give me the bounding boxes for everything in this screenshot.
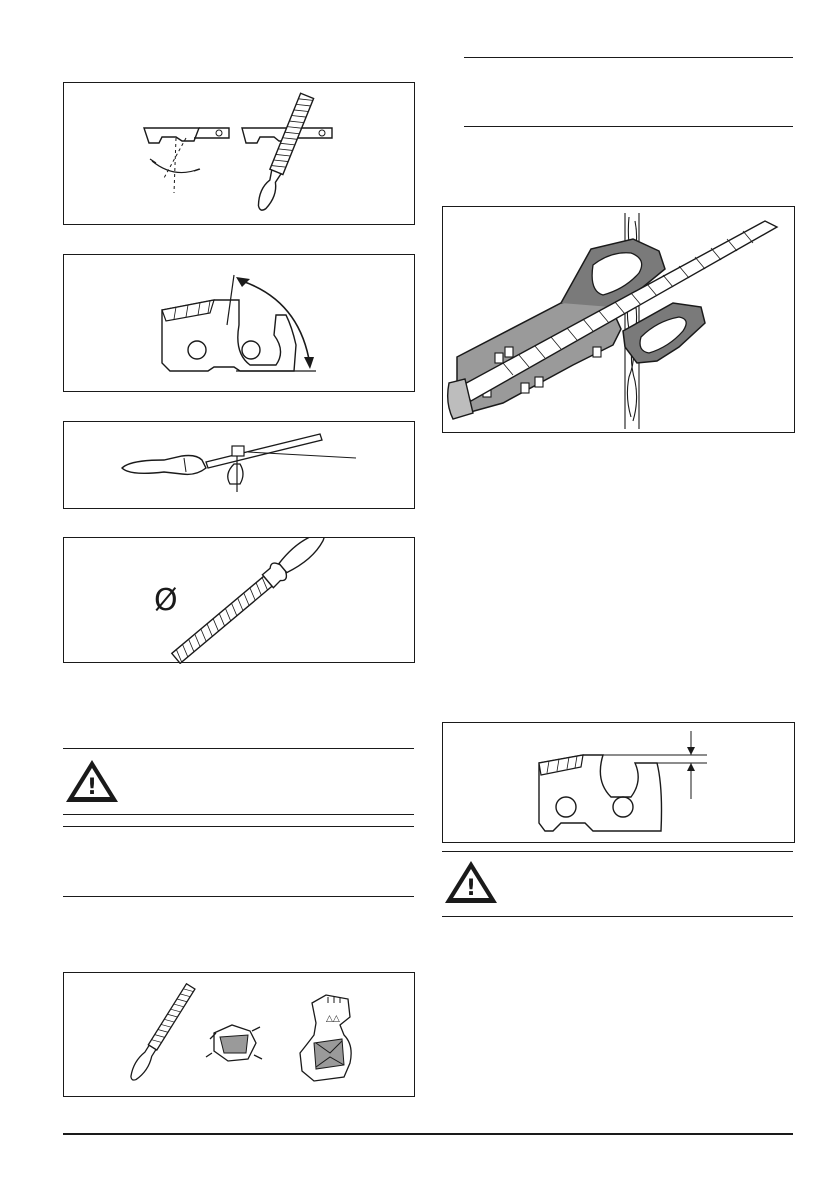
- svg-text:△△: △△: [326, 1014, 340, 1024]
- file-through-cutter-illustration: [64, 422, 416, 510]
- fig-depth-gauge-setting: [442, 722, 795, 843]
- depth-gauge-measure-illustration: [443, 723, 796, 844]
- warning-bottom-rule: [63, 814, 414, 815]
- fig-file-guide-on-chain: [442, 206, 795, 433]
- footer-rule: [63, 1133, 793, 1135]
- round-file-illustration: [64, 538, 416, 664]
- fig-cutter-angle-and-file: [63, 82, 415, 225]
- warning-right-bottom-rule: [442, 916, 793, 917]
- note-right-top-rule: [464, 57, 793, 58]
- warning-right: [442, 858, 500, 906]
- fig-sharpening-kit: [63, 972, 415, 1097]
- note-right-bottom-rule: [464, 126, 793, 127]
- note-top-rule: [63, 826, 414, 827]
- cutter-and-round-file-illustration: [64, 83, 416, 226]
- file-guide-and-depth-gauge-tool-illustration: [64, 973, 416, 1098]
- warning-triangle-icon: [63, 757, 121, 805]
- cutter-with-angle-arc-illustration: [64, 255, 416, 393]
- warning-right-top-rule: [442, 851, 793, 852]
- svg-text:!: !: [465, 876, 477, 901]
- warning-triangle-icon: [442, 858, 500, 906]
- note-bottom-rule: [63, 896, 414, 897]
- svg-text:!: !: [86, 775, 98, 800]
- file-guide-on-chain-illustration: [443, 207, 796, 434]
- warning-left: [63, 757, 121, 805]
- warning-top-rule: [63, 748, 414, 749]
- diameter-symbol: Ø: [154, 583, 178, 618]
- fig-round-file-diameter: [63, 537, 415, 663]
- fig-file-held-horizontal: [63, 421, 415, 509]
- fig-cutter-top-plate-angle: [63, 254, 415, 392]
